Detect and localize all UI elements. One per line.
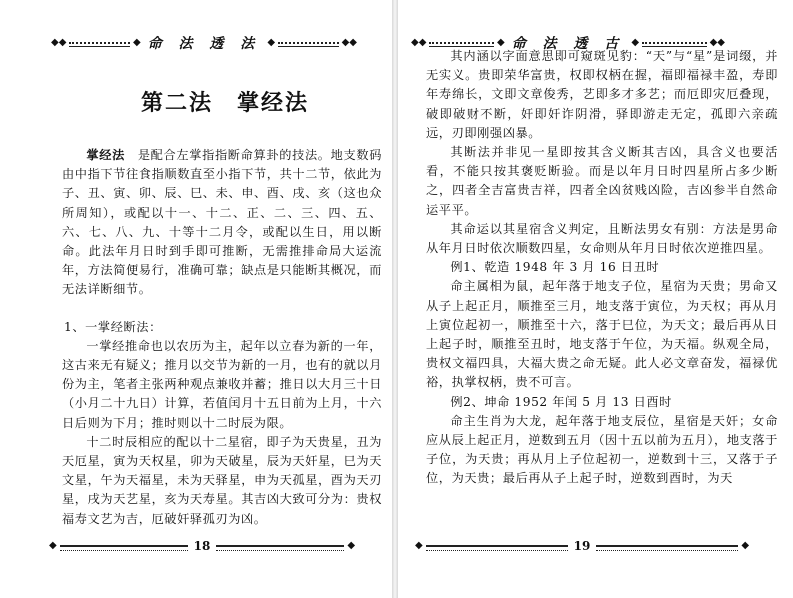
running-title: 命 法 透 法 bbox=[147, 36, 261, 52]
ornament-icon: ◆ bbox=[496, 37, 505, 48]
ornament-icon: ◆◆ bbox=[51, 37, 67, 48]
paragraph: 十二时辰相应的配以十二星宿，即子为天贵星，丑为天厄星，寅为天权星，卯为天破星，辰为天奸星，巳为天文星，午为天福星，未为天驿星，申为天孤星，酉为天刃星，戌为天艺星，亥为天寿星。其吉凶大致可分为：贵权福寿文艺为吉，厄破奸驿孤刃为凶。 bbox=[62, 434, 382, 526]
right-page-footer bbox=[412, 538, 752, 554]
ornament-icon: ◆ bbox=[267, 37, 276, 48]
footer-rule bbox=[60, 545, 188, 547]
ornament-icon: ◆ bbox=[49, 540, 57, 551]
page-number: 18 bbox=[193, 539, 211, 553]
left-page bbox=[0, 0, 392, 598]
header-rule bbox=[69, 42, 130, 44]
paragraph: 其断法并非见一星即按其含义断其吉凶，具含义也要活看，不能只按其褒贬断验。而是以年月日时四星所占多少断之，四者全吉富贵吉祥，四者全凶贫贱凶险，吉凶参半自然命运平平。 bbox=[426, 145, 778, 217]
header-rule bbox=[642, 42, 707, 44]
example-text: 命主属相为鼠，起年落于地支子位，星宿为天贵；男命又从子上起正月，顺推至三月，地支落于寅位，为天权；再从月上寅位起初一，顺推至十六，落于巳位，为天文；最后再从日上起子时，顺推至丑时，地支落于午位，为天福。纵观全局，贵权文福四具，大福大贵之命无疑。此人必文章奋发，福禄优裕，执掌权柄，贵不可言。 bbox=[426, 279, 778, 390]
right-page-body bbox=[426, 47, 778, 489]
intro-text: 是配合左掌指指断命算卦的技法。地支数码由中指下节往食指顺数直至小指下节，共十二节，依此为子、丑、寅、卯、辰、巳、未、申、酉、戌、亥（这也众所周知），或配以十一、十二、正、二、三、四、五、六、七、八、九、十等十二月令，或配以生日，用以断命。此法年月日时到手即可推断，无需推排命局大运流年，方法简便易行，准确可靠；缺点是只能断其概况，而无法详断细节。 bbox=[62, 148, 383, 297]
footer-rule bbox=[426, 545, 568, 547]
footer-rule bbox=[596, 545, 738, 547]
paragraph: 其内涵以字面意思即可窥斑见豹：“天”与“星”是词缀，并无实义。贵即荣华富贵，权即权柄在握，福即福禄丰盈，寿即年寿绵长，文即文章俊秀，艺即多才多艺；而厄即灾厄叠现，破即破财不断，奸即奸诈阴滑，驿即游走无定，孤即六亲疏远，刃即刚强凶暴。 bbox=[426, 49, 778, 140]
running-title: 命 法 透 古 bbox=[511, 36, 625, 52]
ornament-icon: ◆◆ bbox=[341, 37, 357, 48]
ornament-icon: ◆ bbox=[741, 540, 750, 551]
paragraph: 其命运以其星宿含义判定，且断法男女有别：方法是男命从年月日时依次顺数四星，女命则从年月日时依次逆推四星。 bbox=[426, 221, 778, 256]
ornament-icon: ◆◆ bbox=[411, 37, 427, 48]
header-rule bbox=[429, 42, 494, 44]
intro-paragraph bbox=[62, 146, 382, 300]
ornament-icon: ◆ bbox=[132, 37, 141, 48]
ornament-icon: ◆ bbox=[347, 540, 356, 551]
intro-term: 掌经法 bbox=[86, 148, 125, 162]
ornament-icon: ◆◆ bbox=[709, 37, 725, 48]
paragraph: 一掌经推命也以农历为主，起年以立春为新的一年，这古来无有疑义；推月以交节为新的一月，也有的就以月份为主，笔者主张两种观点兼收并蓄；推日以大月三十日（小月二十九日）计算，若值闰月十五日前为上月，十六日后则为下月；推时则以十二时辰为限。 bbox=[62, 338, 382, 430]
footer-rule bbox=[216, 545, 344, 547]
left-page-body bbox=[62, 146, 382, 529]
example-title: 例1、乾造 1948 年 3 月 16 日丑时 bbox=[450, 260, 660, 275]
example-title: 例2、坤命 1952 年闰 5 月 13 日酉时 bbox=[450, 394, 672, 409]
ornament-icon: ◆ bbox=[631, 37, 640, 48]
header-rule bbox=[278, 42, 339, 44]
left-page-footer bbox=[46, 538, 358, 554]
example-text: 命主生肖为大龙，起年落于地支辰位，星宿是天奸；女命应从辰上起正月，逆数到五月（因十五以前为五月），地支落于子位，为天贵；再从月上子位起初一，逆数到十三，又落于子位，为天贵；最后再从子上起子时，逆数到酉时，为天 bbox=[426, 413, 778, 486]
ornament-icon: ◆ bbox=[415, 540, 423, 551]
chapter-title: 第二法 掌经法 bbox=[140, 90, 309, 116]
section-heading: 1、一掌经断法： bbox=[64, 319, 162, 334]
right-page bbox=[398, 0, 793, 598]
page-number: 19 bbox=[573, 539, 591, 553]
left-page-header bbox=[48, 34, 360, 52]
